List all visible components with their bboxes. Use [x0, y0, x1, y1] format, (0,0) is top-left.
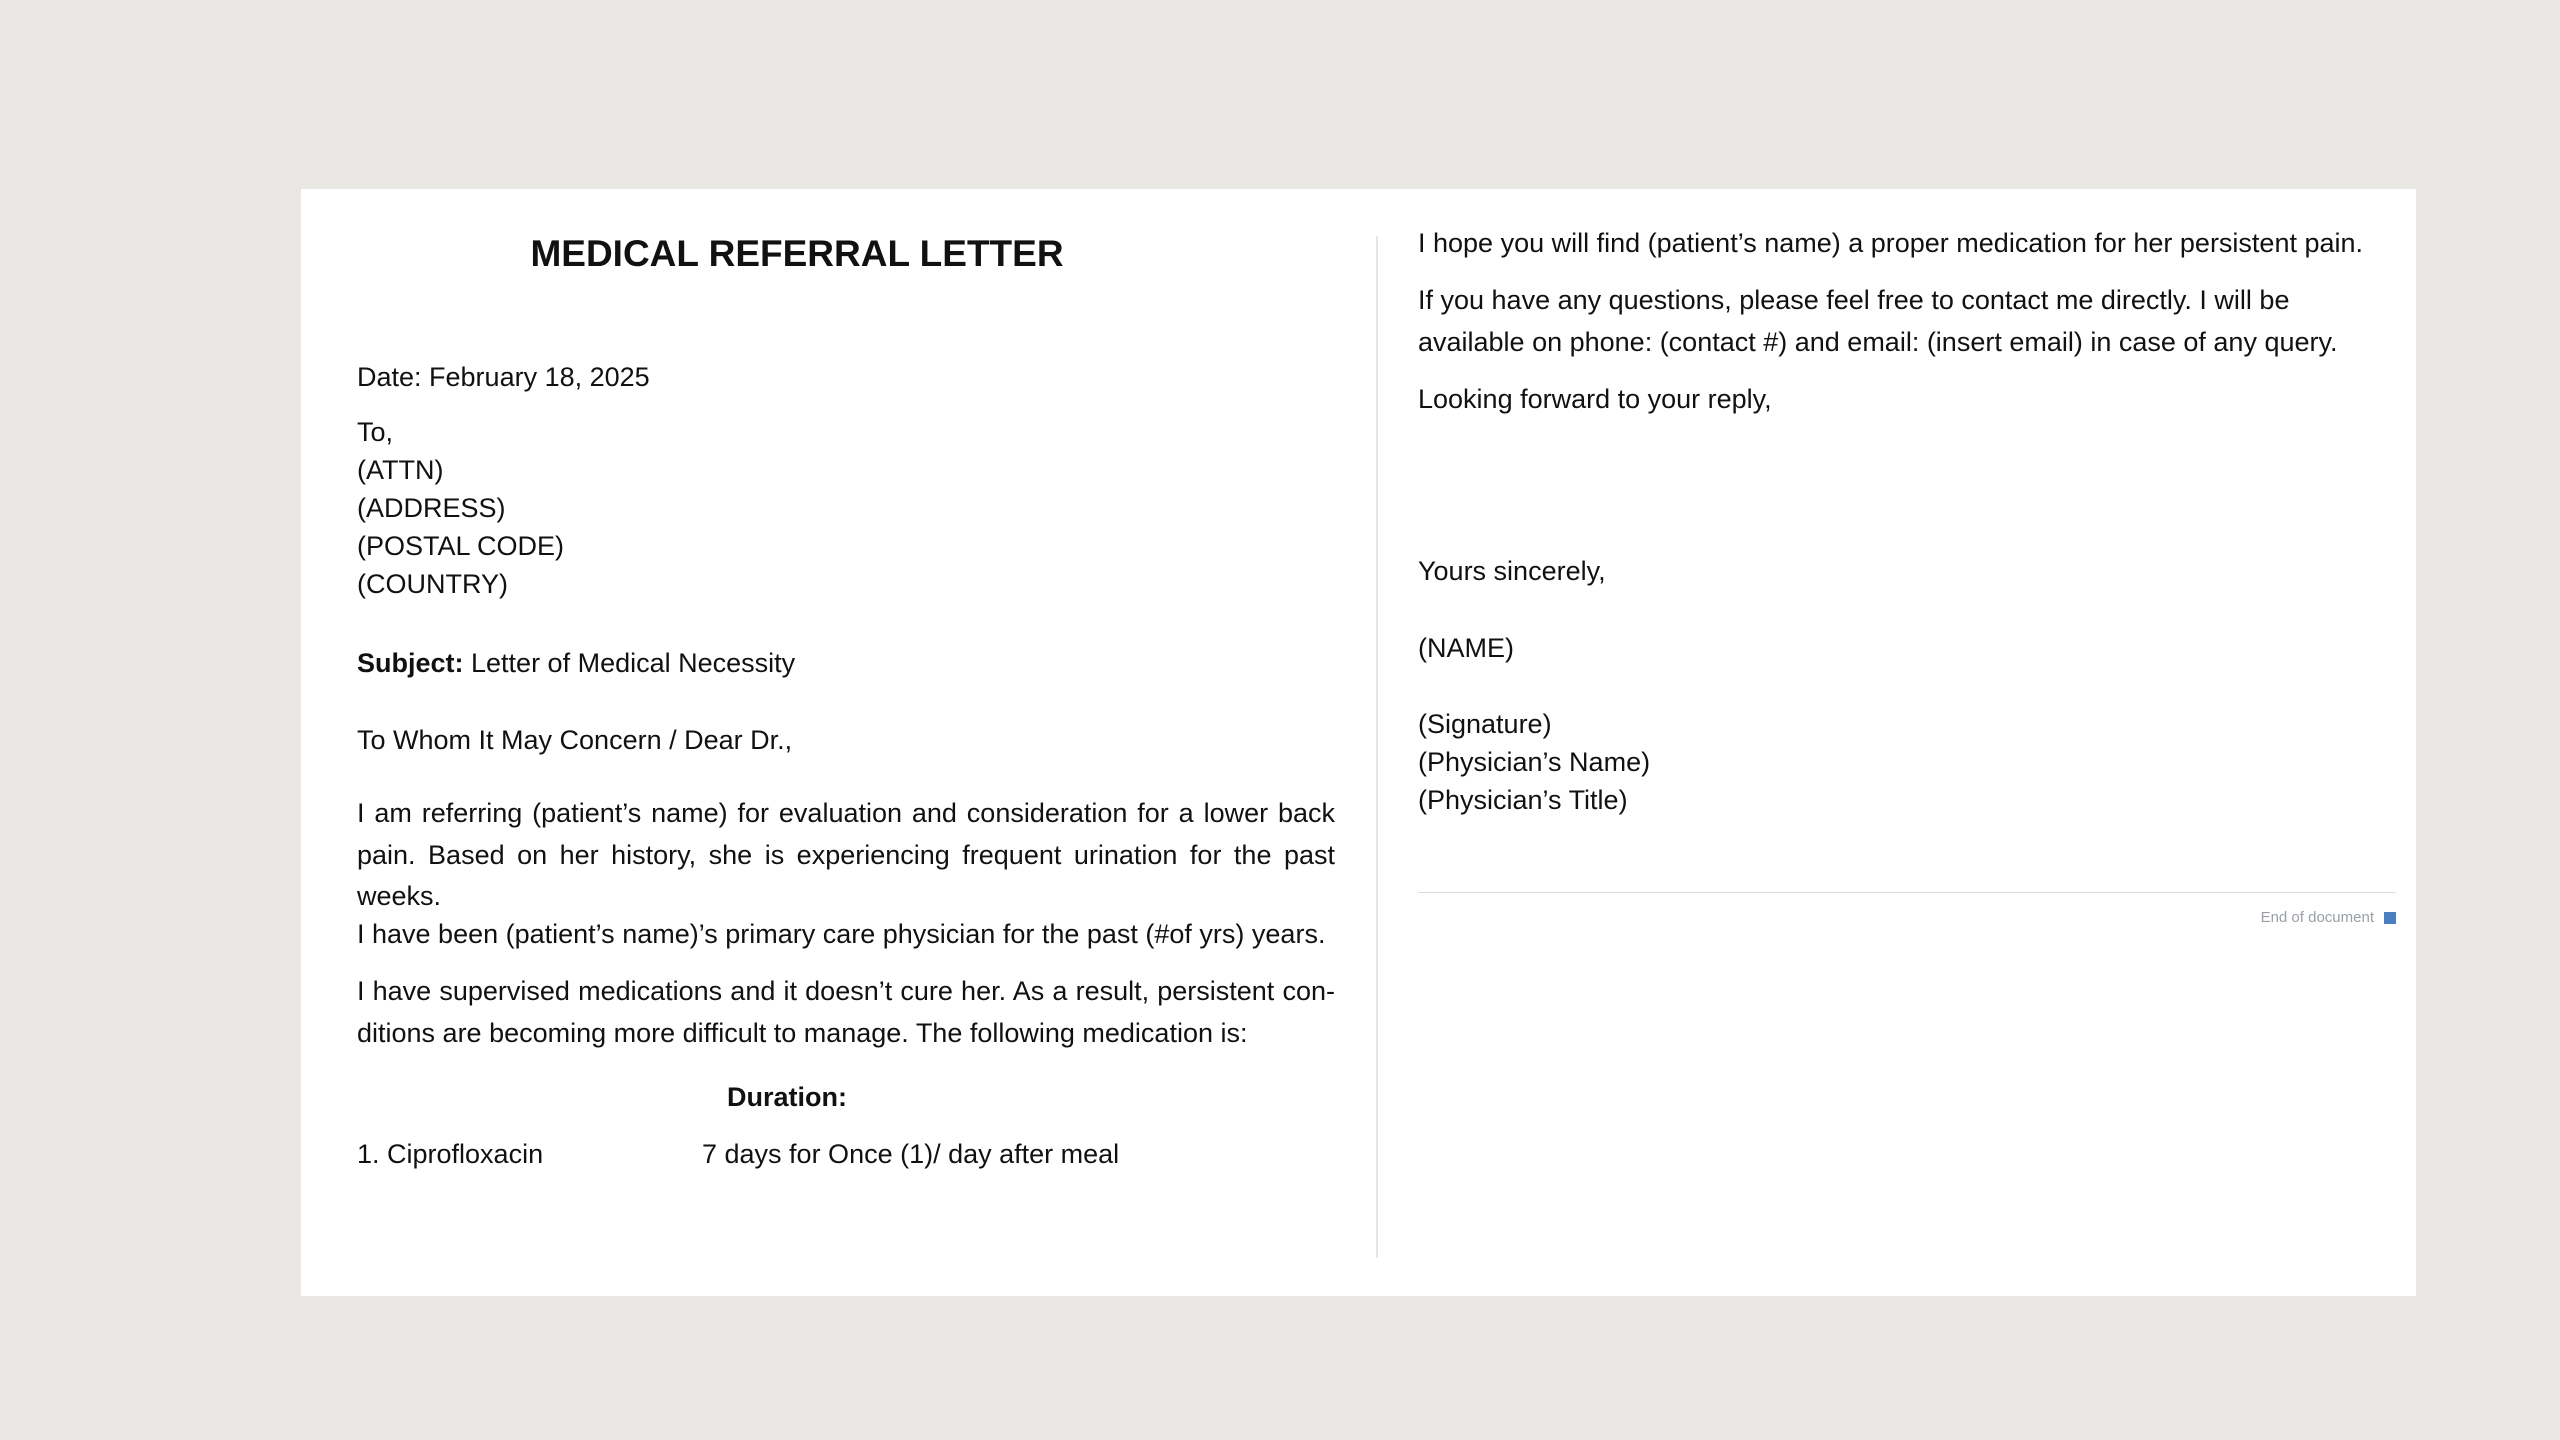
- date-line: Date: February 18, 2025: [357, 362, 650, 392]
- end-marker-icon: [2384, 912, 2396, 924]
- end-of-document-marker: [2261, 909, 2396, 926]
- paragraph-hope: I hope you will find (patient’s name) a proper medication for her persistent pain.: [1418, 228, 2364, 258]
- medication-row: [357, 1134, 1335, 1174]
- paragraph-physician: I have been (patient’s name)’s primary care physician for the past (#of yrs) years.: [357, 919, 1326, 949]
- salutation: To Whom It May Concern / Dear Dr.,: [357, 725, 793, 755]
- paragraph-referral: I am referring (patient’s name) for evaluation and consideration for a lower back pain. Based on her history, she is experiencing frequent urination for the past weeks.: [357, 798, 1335, 911]
- medication-duration: 7 days for Once (1)/ day after meal: [702, 1139, 1120, 1169]
- medication-name: 1. Ciprofloxacin: [357, 1139, 544, 1169]
- subject-text: Letter of Medical Necessity: [463, 648, 796, 678]
- subject-label: Subject:: [357, 648, 464, 678]
- column-divider: [1376, 236, 1378, 1258]
- recipient-address: [357, 413, 564, 603]
- end-of-document-label: End of document: [2260, 909, 2374, 926]
- duration-heading: Duration:: [727, 1082, 847, 1112]
- address-line: (POSTAL CODE): [357, 531, 565, 561]
- paragraph-contact: If you have any questions, please feel free to contact me directly. I will be available on phone: (contact #) and email: (insert email) in case of any query.: [1418, 285, 2338, 357]
- paragraph-medications: I have supervised medications and it doesn’t cure her. As a result, persistent conditions are becoming more difficult to manage. The following medication is:: [357, 976, 1335, 1048]
- document-title: MEDICAL REFERRAL LETTER: [530, 233, 1064, 274]
- signature-block: [1418, 705, 1650, 819]
- signer-name: (NAME): [1418, 633, 1514, 663]
- address-line: (COUNTRY): [357, 569, 508, 599]
- signature-line: (Physician’s Title): [1418, 785, 1628, 815]
- address-line: (ADDRESS): [357, 493, 506, 523]
- subject-line: [357, 643, 795, 683]
- end-rule: [1418, 892, 2396, 893]
- address-line: To,: [357, 417, 394, 447]
- signature-line: (Signature): [1418, 709, 1552, 739]
- closing: Yours sincerely,: [1418, 556, 1606, 586]
- paragraph-looking-forward: Looking forward to your reply,: [1418, 384, 1772, 414]
- signature-line: (Physician’s Name): [1418, 747, 1651, 777]
- document-page: [301, 189, 2416, 1296]
- address-line: (ATTN): [357, 455, 444, 485]
